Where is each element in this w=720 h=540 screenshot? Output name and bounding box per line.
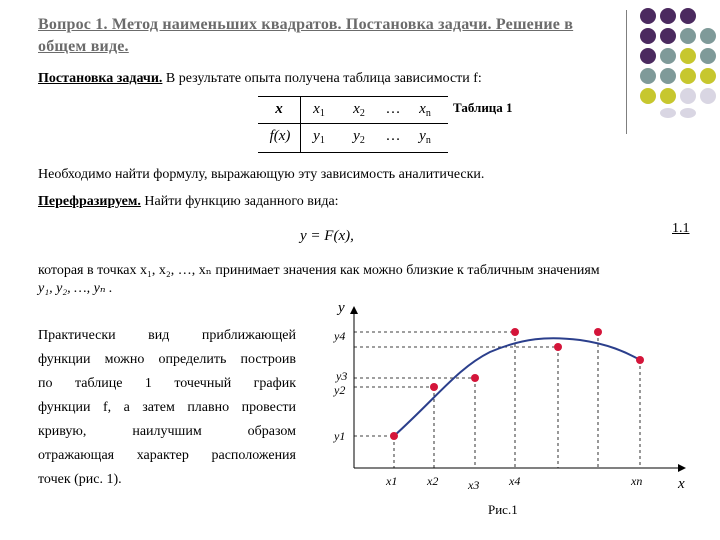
y-tick-label: y3 <box>336 369 348 383</box>
explanation-line: функции f, а затем плавно провести <box>38 400 296 415</box>
y-tick-label: y1 <box>334 429 346 443</box>
y-tick-label: y4 <box>334 329 346 343</box>
data-point-6 <box>594 328 602 336</box>
statement-text: В результате опыта получена таблица зависимости f: <box>162 71 482 86</box>
paragraph-points-line2: y₁, y₂, …, yₙ . <box>38 281 113 296</box>
table-cell: $y_1$ <box>313 128 325 146</box>
table-cell: $y_n$ <box>419 128 431 146</box>
x-tick-label: xn <box>631 474 643 488</box>
decor-dot <box>660 68 676 84</box>
data-point-3 <box>471 374 479 382</box>
decor-dot <box>660 108 676 118</box>
data-table <box>258 92 448 154</box>
decor-dot <box>700 48 716 64</box>
data-point-5 <box>554 343 562 351</box>
decor-dot <box>680 8 696 24</box>
decor-dot <box>700 68 716 84</box>
problem-statement <box>38 70 598 87</box>
decor-dot <box>660 8 676 24</box>
data-point-4 <box>511 328 519 336</box>
rephrase-label: Перефразируем. <box>38 194 141 209</box>
explanation-line: функции можно определить построив <box>38 352 296 367</box>
decor-dot <box>700 28 716 44</box>
x-axis-label: x <box>678 476 685 492</box>
decor-dot <box>680 108 696 118</box>
x-tick-label: x3 <box>468 478 480 492</box>
table-mid-rule <box>258 123 448 124</box>
x-tick-label: x2 <box>427 474 439 488</box>
table-header-x: x <box>275 101 283 117</box>
table-header-fx: f(x) <box>269 128 291 144</box>
rephrase-line <box>38 193 598 210</box>
decor-dot <box>640 28 656 44</box>
figure-plot <box>318 296 698 496</box>
decor-dot <box>660 48 676 64</box>
y-tick-label: y2 <box>334 383 346 397</box>
paragraph-points-line1: которая в точках x₁, x₂, …, xₙ принимает значения как можно близкие к табличным значениям <box>38 263 600 278</box>
decor-dot <box>640 88 656 104</box>
slide-title: Вопрос 1. Метод наименьших квадратов. Постановка задачи. Решение в общем виде. <box>38 16 574 55</box>
table-caption: Таблица 1 <box>453 100 513 115</box>
table-cell: … <box>385 101 401 117</box>
rephrase-text: Найти функцию заданного вида: <box>140 194 339 209</box>
explanation-line: по таблице 1 точечный график <box>38 376 296 391</box>
data-point-1 <box>390 432 398 440</box>
decor-dot <box>680 88 696 104</box>
decor-dot <box>680 68 696 84</box>
decor-dot <box>680 48 696 64</box>
table-cell: $x_1$ <box>313 101 325 119</box>
table-cell: $y_2$ <box>353 128 365 146</box>
formula: y = F(x), <box>300 228 354 244</box>
y-axis-label: y <box>338 300 345 316</box>
decor-dot <box>640 8 656 24</box>
decor-dot <box>680 28 696 44</box>
explanation-line: точек (рис. 1). <box>38 472 122 487</box>
guide-lines <box>354 332 640 468</box>
data-point-2 <box>430 383 438 391</box>
explanation-line: Практически вид приближающей <box>38 328 296 343</box>
decor-dot <box>700 88 716 104</box>
decor-dot <box>660 28 676 44</box>
table-top-rule <box>258 96 448 97</box>
decor-dot <box>640 48 656 64</box>
decorative-divider <box>626 10 627 134</box>
statement-label: Постановка задачи. <box>38 71 163 86</box>
x-tick-label: x1 <box>386 474 398 488</box>
table-cell: $x_2$ <box>353 101 365 119</box>
explanation-text <box>38 324 296 492</box>
table-cell: $x_n$ <box>419 101 431 119</box>
explanation-line: отражающая характер расположения <box>38 448 296 463</box>
decorative-dot-grid <box>636 8 716 118</box>
data-point-n <box>636 356 644 364</box>
x-tick-label: x4 <box>509 474 521 488</box>
paragraph-task: Необходимо найти формулу, выражающую эту зависимость аналитически. <box>38 167 485 182</box>
equation-number: 1.1 <box>672 221 690 236</box>
decor-dot <box>640 68 656 84</box>
table-col-rule <box>300 96 301 152</box>
explanation-line: кривую, наилучшим образом <box>38 424 296 439</box>
table-bottom-rule <box>258 152 448 153</box>
table-cell: … <box>385 128 401 144</box>
figure-caption: Рис.1 <box>488 502 518 517</box>
decor-dot <box>660 88 676 104</box>
